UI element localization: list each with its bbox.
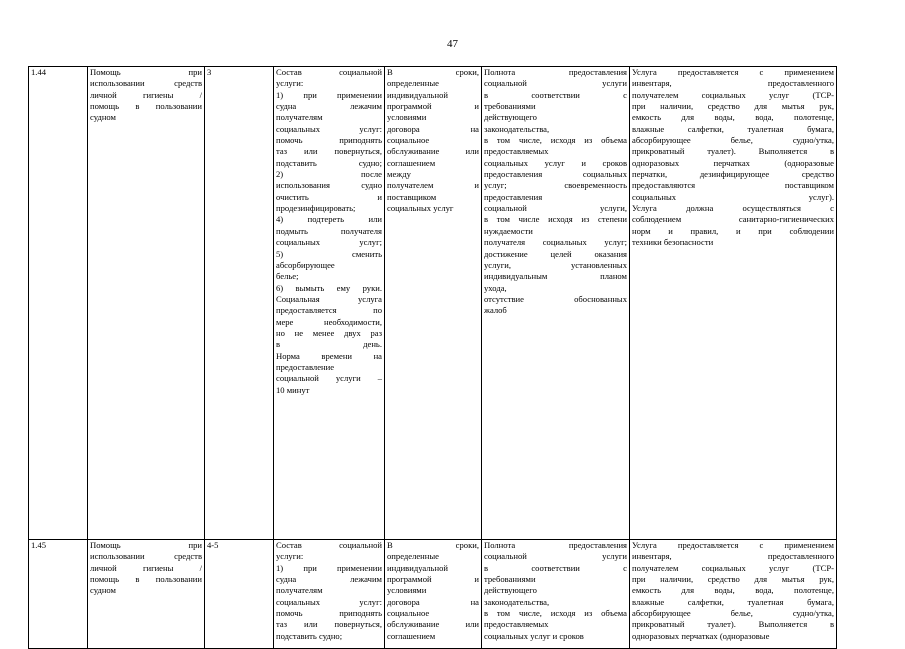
cell-line: социальной услуги	[484, 78, 627, 89]
cell-line: предоставление	[276, 361, 335, 372]
cell-line: помощь в пользовании	[90, 574, 202, 585]
cell-line: получателям	[276, 112, 323, 123]
cell-quality	[482, 67, 630, 540]
cell-line: помочь приподнять	[276, 135, 382, 146]
cell-line: услуги:	[276, 551, 304, 562]
cell-line: Социальная услуга	[276, 293, 382, 304]
cell-line: индивидуальным планом	[484, 271, 627, 282]
cell-terms	[385, 540, 482, 649]
cell-line: действующего	[484, 112, 537, 123]
cell-line: прикроватный туалет). Выполняется в	[632, 146, 834, 157]
cell-code	[205, 67, 274, 540]
table-row	[29, 540, 837, 649]
cell-line: обслуживание или	[387, 146, 479, 157]
cell-line: договора на	[387, 123, 479, 134]
cell-line: очистить и	[276, 191, 382, 202]
cell-line: между	[387, 169, 411, 180]
cell-line: 6) вымыть ему руки.	[276, 282, 382, 293]
cell-line: ухода,	[484, 282, 507, 293]
cell-line: услуги:	[276, 78, 304, 89]
cell-line: получателя социальных услуг;	[484, 237, 627, 248]
cell-line: влажные салфетки, туалетная бумага,	[632, 596, 834, 607]
cell-line: подмыть получателя	[276, 225, 382, 236]
cell-line: использовании средств	[90, 551, 202, 562]
cell-line: Полнота предоставления	[484, 67, 627, 77]
cell-line: использовании средств	[90, 78, 202, 89]
cell-line: перчатки, дезинфицирующее средство	[632, 169, 834, 180]
cell-name	[88, 540, 205, 649]
cell-line: но не менее двух раз	[276, 327, 382, 338]
cell-line: Состав социальной	[276, 540, 382, 550]
cell-line: судном	[90, 112, 116, 123]
cell-line: норм и правил, и при соблюдении	[632, 225, 834, 236]
cell-line: 5) сменить	[276, 248, 382, 259]
cell-line: отсутствие обоснованных	[484, 293, 627, 304]
cell-line: 4) подтереть или	[276, 214, 382, 225]
cell-line: абсорбирующее белье, судно/утка,	[632, 135, 834, 146]
cell-line: Состав социальной	[276, 67, 382, 77]
cell-line: соглашением	[387, 157, 436, 168]
cell-line: нуждаемости	[484, 225, 533, 236]
cell-line: действующего	[484, 585, 537, 596]
cell-line: влажные салфетки, туалетная бумага,	[632, 123, 834, 134]
cell-line: законодательства,	[484, 596, 550, 607]
cell-line: законодательства,	[484, 123, 550, 134]
cell-line: социальных услуг:	[276, 596, 382, 607]
cell-line: предоставления	[484, 191, 543, 202]
cell-value: 1.45	[31, 540, 47, 550]
cell-line: социальных услуг	[387, 203, 454, 214]
page-number: 47	[447, 38, 458, 50]
cell-line: Полнота предоставления	[484, 540, 627, 550]
cell-line: условиями	[387, 585, 427, 596]
cell-line: получателем и	[387, 180, 479, 191]
cell-line: личной гигиены /	[90, 89, 202, 100]
cell-line: социальных услуг;	[276, 237, 382, 248]
cell-line: в том числе, исходя из объема	[484, 608, 627, 619]
cell-line: при наличии, средство для мытья рук,	[632, 574, 834, 585]
cell-line: в соответствии с	[484, 562, 627, 573]
cell-line: соглашением	[387, 630, 436, 641]
cell-line: социальное	[387, 135, 430, 146]
cell-conditions	[630, 540, 837, 649]
cell-line: социальной услуги	[484, 551, 627, 562]
services-table	[28, 66, 837, 649]
cell-line: инвентаря, предоставленного	[632, 78, 834, 89]
cell-value: 1.44	[31, 67, 47, 77]
cell-line: техники безопасности	[632, 237, 714, 248]
cell-line: индивидуальной	[387, 562, 448, 573]
cell-line: прикроватный туалет). Выполняется в	[632, 619, 834, 630]
cell-line: помочь приподнять	[276, 608, 382, 619]
cell-line: предоставляется по	[276, 305, 382, 316]
cell-line: социальной услуги –	[276, 373, 382, 384]
cell-line: в соответствии с	[484, 89, 627, 100]
cell-line: Помощь при	[90, 67, 202, 77]
table-row	[29, 67, 837, 540]
cell-line: получателем социальных услуг (ТСР-	[632, 562, 834, 573]
cell-line: социальное	[387, 608, 430, 619]
cell-line: в том числе исходя из степени	[484, 214, 627, 225]
cell-line: программой и	[387, 101, 479, 112]
cell-line: абсорбирующее	[276, 259, 335, 270]
cell-line: инвентаря, предоставленного	[632, 551, 834, 562]
cell-line: обслуживание или	[387, 619, 479, 630]
cell-line: программой и	[387, 574, 479, 585]
cell-line: жалоб	[484, 305, 507, 316]
cell-line: услуг; своевременность	[484, 180, 627, 191]
cell-line: в день.	[276, 339, 382, 350]
cell-conditions	[630, 67, 837, 540]
cell-line: использования судно	[276, 180, 382, 191]
cell-value: 4-5	[207, 540, 219, 550]
cell-terms	[385, 67, 482, 540]
cell-line: услуги, установленных	[484, 259, 627, 270]
cell-line: соблюдением санитарно-гигиенических	[632, 214, 834, 225]
cell-line: судном	[90, 585, 116, 596]
cell-quality	[482, 540, 630, 649]
cell-line: емкость для воды, вода, полотенце,	[632, 112, 834, 123]
cell-line: при наличии, средство для мытья рук,	[632, 101, 834, 112]
cell-line: Услуга предоставляется с применением	[632, 67, 834, 77]
cell-line: социальной услуги,	[484, 203, 627, 214]
cell-line: таз или повернуться,	[276, 146, 382, 157]
cell-line: мере необходимости,	[276, 316, 382, 327]
cell-line: договора на	[387, 596, 479, 607]
cell-line: достижение целей оказания	[484, 248, 627, 259]
cell-line: одноразовых перчатках (одноразовые	[632, 630, 770, 641]
cell-line: Норма времени на	[276, 350, 382, 361]
cell-line: предоставления социальных	[484, 169, 627, 180]
cell-line: Услуга должна осуществляться с	[632, 203, 834, 214]
cell-line: социальных услуг:	[276, 123, 382, 134]
cell-line: определенные	[387, 78, 439, 89]
cell-line: емкость для воды, вода, полотенце,	[632, 585, 834, 596]
cell-line: определенные	[387, 551, 439, 562]
cell-name	[88, 67, 205, 540]
cell-line: предоставляемых	[484, 146, 549, 157]
cell-line: в том числе, исходя из объема	[484, 135, 627, 146]
cell-line: социальных услуг и сроков	[484, 630, 584, 641]
cell-line: индивидуальной	[387, 89, 448, 100]
cell-line: таз или повернуться,	[276, 619, 382, 630]
cell-line: 10 минут	[276, 384, 310, 395]
cell-value: 3	[207, 67, 212, 77]
cell-line: получателям	[276, 585, 323, 596]
cell-line: судна лежачим	[276, 101, 382, 112]
cell-line: продезинфицировать;	[276, 203, 356, 214]
cell-line: одноразовых перчатках (одноразовые	[632, 157, 834, 168]
cell-line: 1) при применении	[276, 562, 382, 573]
cell-line: требованиями	[484, 101, 536, 112]
cell-line: белье;	[276, 271, 299, 282]
cell-line: судна лежачим	[276, 574, 382, 585]
cell-line: требованиями	[484, 574, 536, 585]
cell-num	[29, 67, 88, 540]
cell-line: предоставляются поставщиком	[632, 180, 834, 191]
cell-line: 2) после	[276, 169, 382, 180]
cell-line: В сроки,	[387, 540, 479, 550]
cell-content	[274, 540, 385, 649]
cell-num	[29, 540, 88, 649]
cell-code	[205, 540, 274, 649]
cell-line: социальных услуг и сроков	[484, 157, 627, 168]
cell-line: поставщиком	[387, 191, 437, 202]
cell-line: 1) при применении	[276, 89, 382, 100]
cell-line: подставить судно;	[276, 630, 343, 641]
cell-line: помощь в пользовании	[90, 101, 202, 112]
cell-line: предоставляемых	[484, 619, 549, 630]
cell-line: получателем социальных услуг (ТСР-	[632, 89, 834, 100]
cell-line: Услуга предоставляется с применением	[632, 540, 834, 550]
cell-line: В сроки,	[387, 67, 479, 77]
cell-line: подставить судно;	[276, 157, 382, 168]
cell-line: личной гигиены /	[90, 562, 202, 573]
cell-content	[274, 67, 385, 540]
cell-line: социальных услуг).	[632, 191, 834, 202]
cell-line: абсорбирующее белье, судно/утка,	[632, 608, 834, 619]
cell-line: Помощь при	[90, 540, 202, 550]
cell-line: условиями	[387, 112, 427, 123]
